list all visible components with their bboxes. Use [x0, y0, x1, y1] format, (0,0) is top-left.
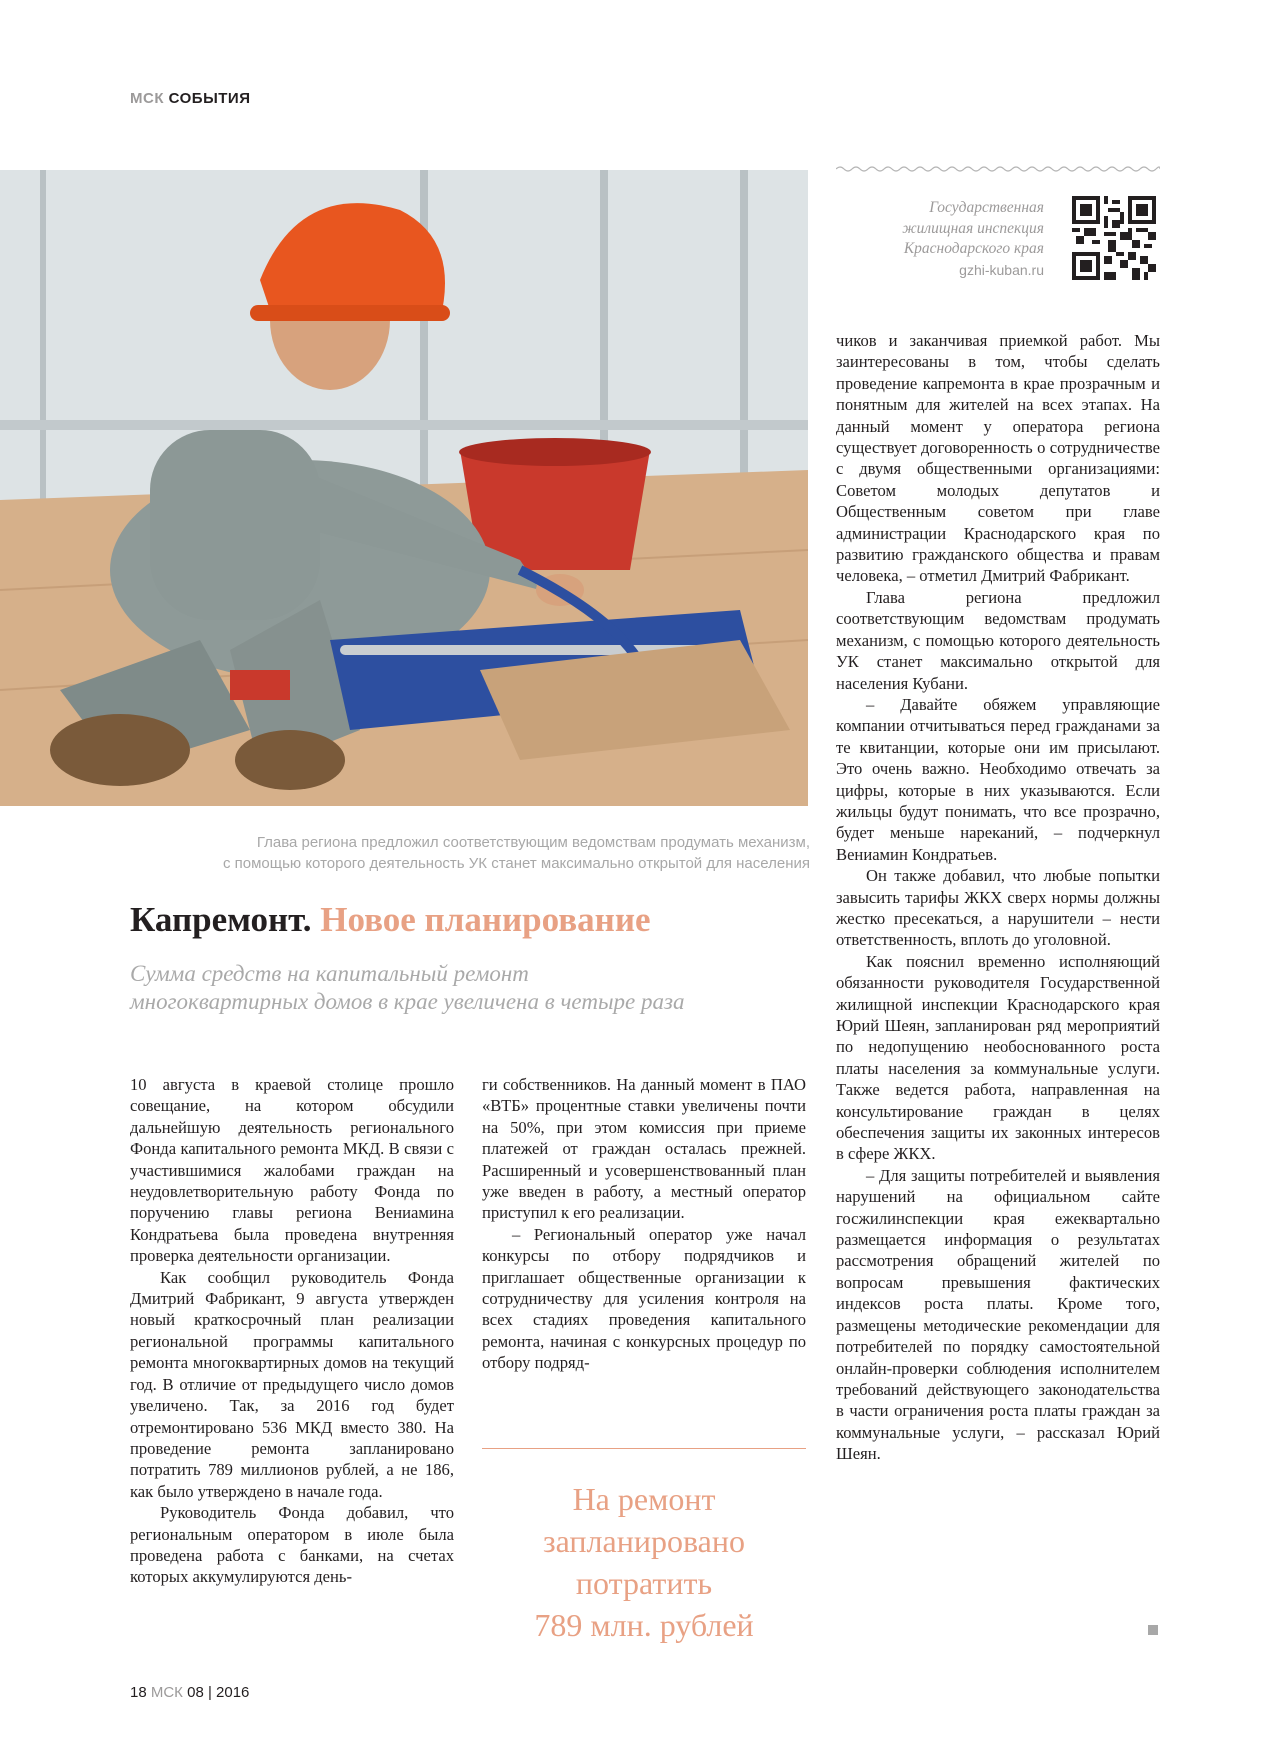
caption-line-1: Глава региона предложил соответствующим ведомствам продумать механизм,	[256, 834, 810, 851]
org-line: жилищная инспекция	[902, 219, 1044, 237]
paragraph: Руководитель Фонда добавил, что региональным оператором в июле была проведена работа с банками, на счетах которых аккумулируются день-	[130, 1503, 454, 1587]
pullquote-line: запланировано	[543, 1523, 745, 1559]
paragraph: – Для защиты потребителей и выявления нарушений на официальном сайте госжилинспекции края ежеквартально размещается информация о результатах рассмотрения обращений жителей по вопросам превышения фактических индексов роста платы. Кроме того, размещены методические рекомендации для потребителей по порядку самостоятельной онлайн-проверки соблюдения исполнителем требований действующего законодательства в части ограничения роста платы граждан за коммунальные услуги, – рассказал Юрий Шеян.	[836, 1165, 1160, 1464]
article-title	[130, 900, 651, 940]
sidebar-info	[836, 198, 1044, 280]
column-1	[130, 1074, 454, 1588]
paragraph: чиков и заканчивая приемкой работ. Мы заинтересованы в том, чтобы сделать проведение капремонта в крае прозрачным и понятным для жителей на всех этапах. На данный момент у оператора региона существует договоренность о сотрудничестве с двумя общественными организациями: Советом молодых депутатов и Общественным советом при главе администрации Краснодарского края по развитию гражданского общества и правам человека, – отметил Дмитрий Фабрикант.	[836, 331, 1160, 586]
pullquote	[482, 1478, 806, 1646]
article-subtitle: Сумма средств на капитальный ремонт многоквартирных домов в крае увеличена в четыре раза	[130, 961, 685, 1014]
caption-line-2: с помощью которого деятельность УК станет максимально открытой для населения	[222, 855, 810, 872]
paragraph: Глава региона предложил соответствующим ведомствам продумать механизм, с помощью которого деятельность УК станет максимально открытой для населения Кубани.	[836, 587, 1160, 693]
running-header	[130, 90, 250, 107]
qr-code-icon[interactable]	[1072, 196, 1156, 280]
paragraph: ги собственников. На данный момент в ПАО «ВТБ» процентные ставки увеличены почти на 50%, при этом комиссия при приеме платежей от граждан осталась прежней. Расширенный и усовершенствованный план уже введен в работу, а местный оператор приступил к его реализации.	[482, 1075, 806, 1223]
issue-number: 08 | 2016	[187, 1684, 250, 1701]
paragraph: Как сообщил руководитель Фонда Дмитрий Фабрикант, 9 августа утвержден новый краткосрочный план реализации региональной программы капитального ремонта многоквартирных домов на текущий год. В отличие от предыдущего число домов увеличено. Так, за 2016 год будет отремонтировано 536 МКД вместо 380. На проведение ремонта запланировано потратить 789 миллионов рублей, а не 186, как было утверждено в начале года.	[130, 1267, 454, 1501]
wavy-divider	[836, 165, 1160, 173]
paragraph: – Давайте обяжем управляющие компании отчитываться перед гражданами за те квитанции, которые они им присылают. Это очень важно. Необходимо отвечать за цифры, которые в них указываются. Если жильцы будут понимать, что все прозрачно, будет меньше нареканий, – подчеркнул Вениамин Кондратьев.	[836, 694, 1160, 864]
org-url[interactable]: gzhi-kuban.ru	[959, 261, 1044, 278]
paragraph: – Региональный оператор уже начал конкурсы по отбору подрядчиков и приглашает общественные организации к сотрудничеству для усиления контроля на всех стадиях проведения капитального ремонта, начиная с конкурсных процедур по отбору подряд-	[482, 1224, 806, 1373]
pullquote-divider	[482, 1448, 806, 1449]
paragraph: 10 августа в краевой столице прошло совещание, на котором обсудили дальнейшую деятельность регионального Фонда капитального ремонта МКД. В связи с участившимися жалобами граждан на неудовлетворительную работу Фонда по поручению главы региона Вениамина Кондратьева была проведена внутренняя проверка деятельности организации.	[130, 1075, 454, 1266]
column-2	[482, 1074, 806, 1374]
worker-illustration	[0, 170, 808, 806]
column-3	[836, 330, 1160, 1465]
footer-brand: МСК	[150, 1684, 183, 1701]
org-line: Краснодарского края	[903, 240, 1044, 257]
section-name: СОБЫТИЯ	[168, 90, 251, 107]
paragraph: Как пояснил временно исполняющий обязанности руководителя Государственной жилищной инспекции Краснодарского края Юрий Шеян, запланирован ряд мероприятий по недопущению необоснованного роста платы населения за коммунальные услуги. Также ведется работа, направленная на консультирование граждан в целях обеспечения защиты их законных интересов в сфере ЖКХ.	[836, 951, 1160, 1164]
page-footer	[130, 1684, 249, 1701]
pullquote-line: На ремонт	[572, 1481, 716, 1517]
pullquote-line: 789 млн. рублей	[534, 1607, 754, 1643]
pullquote-line: потратить	[575, 1565, 713, 1601]
title-main: Капремонт.	[130, 900, 312, 939]
end-of-article-mark	[1148, 1625, 1158, 1635]
page-number: 18	[130, 1684, 147, 1701]
article-photo	[0, 170, 808, 806]
photo-caption	[130, 832, 810, 874]
title-accent: Новое планирование	[320, 900, 651, 939]
org-line: Государственная	[929, 199, 1044, 216]
magazine-brand: МСК	[130, 90, 164, 107]
paragraph: Он также добавил, что любые попытки завысить тарифы ЖКХ сверх нормы должны жестко пресекаться, а нарушители – нести ответственность, вплоть до уголовной.	[836, 866, 1160, 950]
